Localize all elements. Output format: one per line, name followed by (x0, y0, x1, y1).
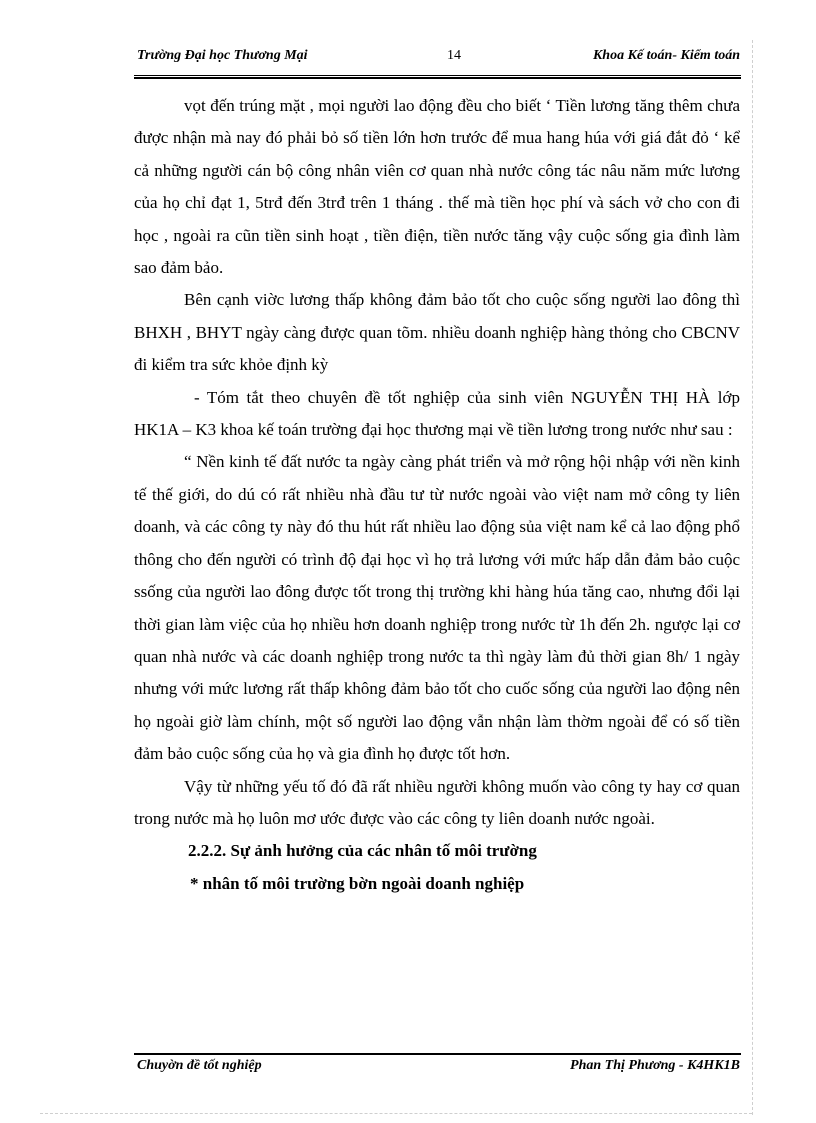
footer-title: Chuyờn đề tốt nghiệp (137, 1058, 262, 1073)
page-footer (135, 1058, 740, 1080)
footer-author: Phan Thị Phương - K4HK1B (570, 1058, 740, 1073)
footer-rule (134, 1053, 741, 1055)
paragraph-4-quote: “ Nền kinh tế đất nước ta ngày càng phát triển và mở rộng hội nhập với nền kinh tế thế giới, do dú có rất nhiều nhà đầu tư từ nước ngoài vào việt nam mở công ty liên doanh, và các công ty này đó thu hút rất nhiều lao động sủa việt nam kể cả lao động phổ thông cho đến người có trình độ đại học vì họ trả lương với mức hấp dẫn đảm bảo cuộc ssống của người lao đông được tốt trong thị trường khi hàng húa tăng cao, nhưng đổi lại thời gian làm việc của họ nhiều hơn doanh nghiệp trong nước từ 1h đến 2h. ngược lại cơ quan nhà nước và các doanh nghiệp trong nước ta thì ngày làm đủ thời gian 8h/ 1 ngày nhưng với mức lương rất thấp không đảm bảo tốt cho cuốc sống của người lao động nên họ ngoài giờ làm chính, một số người lao động vẫn nhận làm thờm ngoài để có số tiền đảm bảo cuộc sống của họ và gia đình họ được tốt hơn. (134, 452, 740, 764)
header-school: Trường Đại học Thương Mại (137, 48, 308, 63)
page-edge-right (752, 40, 753, 1115)
page-edge-bottom (40, 1113, 752, 1114)
page-header (135, 48, 740, 70)
paragraph-5: Vậy từ những yếu tố đó đã rất nhiều người không muốn vào công ty hay cơ quan trong nước mà họ luôn mơ ước được vào các công ty liên doanh nước ngoài. (134, 776, 740, 828)
paragraph-3-bullet: - Tóm tắt theo chuyên đề tốt nghiệp của sinh viên NGUYỄN THỊ HÀ lớp HK1A – K3 khoa kế toán trường đại học thương mại về tiền lương trong nước như sau : (134, 387, 740, 440)
subsection-heading: * nhân tố môi trường bờn ngoài doanh nghiệp (190, 873, 525, 893)
header-department: Khoa Kế toán- Kiểm toán (592, 48, 740, 63)
section-heading: 2.2.2. Sự ảnh hưởng của các nhân tố môi trường (188, 841, 537, 861)
paragraph-2: Bên cạnh viờc lương thấp không đảm bảo tốt cho cuộc sống người lao đông thì BHXH , BHYT ngày càng được quan tõm. nhiều doanh nghiệp hàng thỏng cho CBCNV đi kiểm tra sức khỏe định kỳ (134, 290, 740, 375)
paragraph-1: vọt đến trúng mặt , mọi người lao động đều cho biết ‘ Tiền lương tăng thêm chưa được nhận mà nay đó phải bỏ số tiền lớn hơn trước để mua hang húa với giá đắt đỏ ‘ kể cả những người cán bộ công nhân viên cơ quan nhà nước công tác nâu năm mức lương của họ chỉ đạt 1, 5trđ đến 3trđ trên 1 tháng . thế mà tiền học phí và sách vở cho con đi học , ngoài ra cũn tiền sinh hoạt , tiền điện, tiền nước tăng vậy cuộc sống gia đình làm sao đảm bảo. (134, 96, 740, 278)
header-rule (134, 75, 741, 79)
page-body (134, 90, 740, 900)
page-number: 14 (447, 48, 461, 63)
